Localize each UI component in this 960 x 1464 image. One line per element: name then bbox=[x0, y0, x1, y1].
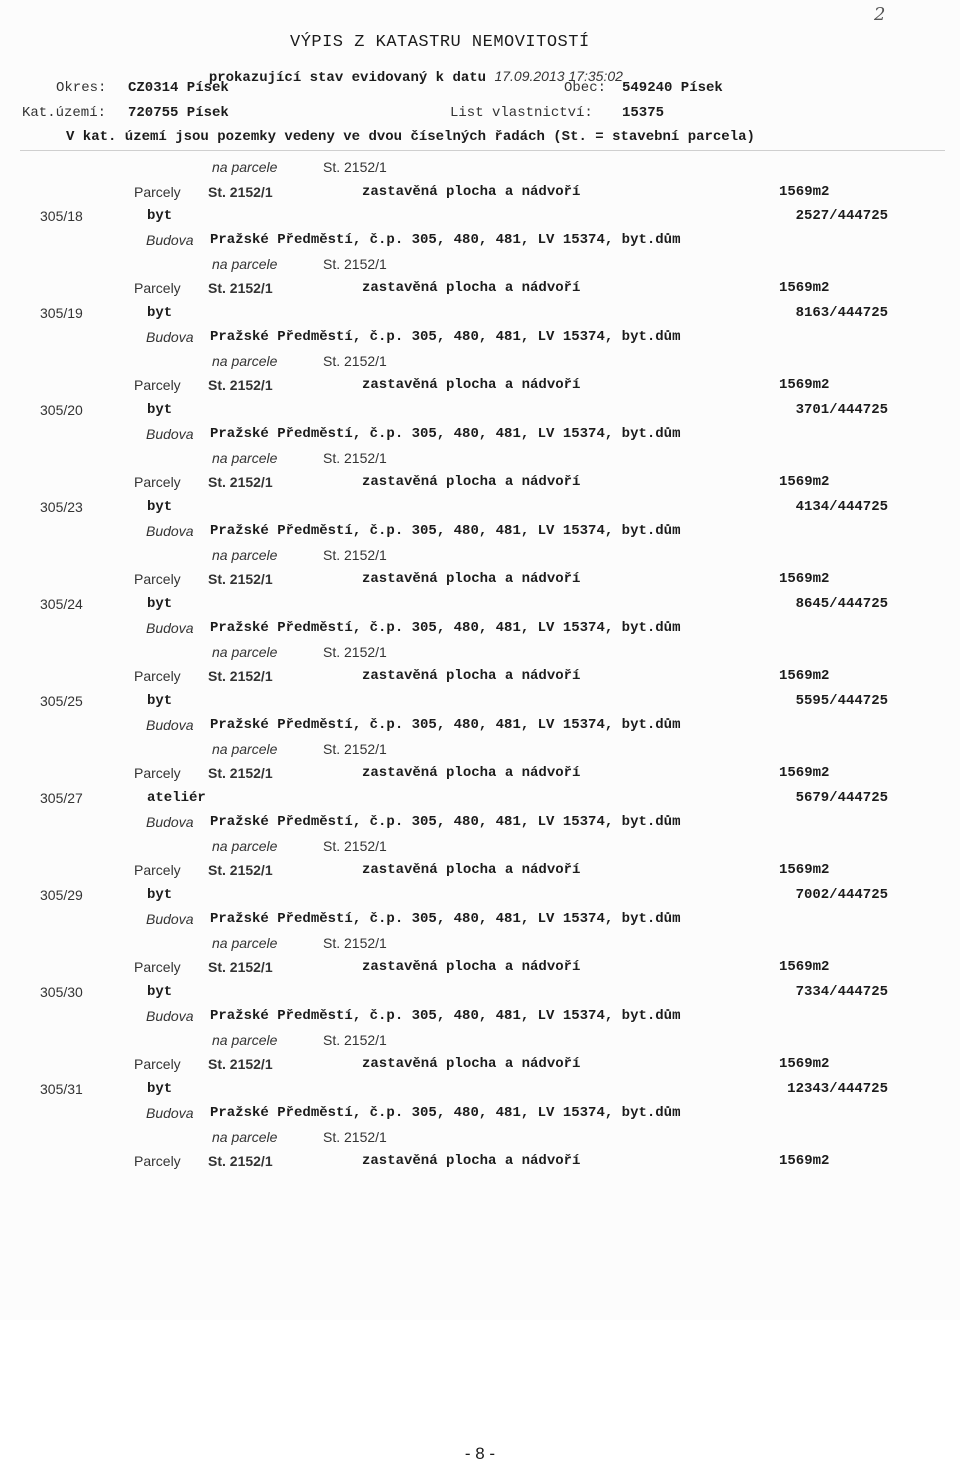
na-parcele-label: na parcele bbox=[212, 547, 278, 563]
unit-share: 5595/444725 bbox=[795, 693, 888, 709]
budova-label: Budova bbox=[146, 426, 194, 442]
parcel-area: 1569m2 bbox=[779, 959, 830, 975]
unit-type: byt bbox=[147, 305, 173, 321]
land-type: zastavěná plocha a nádvoří bbox=[362, 280, 581, 296]
parcel-area: 1569m2 bbox=[779, 377, 830, 393]
document-title: VÝPIS Z KATASTRU NEMOVITOSTÍ bbox=[290, 33, 590, 52]
document-subtitle bbox=[192, 55, 623, 85]
unit-share: 4134/444725 bbox=[795, 499, 888, 515]
land-type: zastavěná plocha a nádvoří bbox=[362, 765, 581, 781]
okres-label: Okres: bbox=[56, 80, 107, 96]
land-type: zastavěná plocha a nádvoří bbox=[362, 862, 581, 878]
unit-type: byt bbox=[147, 887, 173, 903]
budova-label: Budova bbox=[146, 911, 194, 927]
parcely-label: Parcely bbox=[134, 571, 181, 587]
parcely-label: Parcely bbox=[134, 474, 181, 490]
budova-label: Budova bbox=[146, 523, 194, 539]
unit-number: 305/18 bbox=[40, 208, 83, 224]
lv-value: 15375 bbox=[622, 105, 665, 121]
unit-share: 5679/444725 bbox=[795, 790, 888, 806]
land-type: zastavěná plocha a nádvoří bbox=[362, 474, 581, 490]
unit-type: byt bbox=[147, 1081, 173, 1097]
unit-type: ateliér bbox=[147, 790, 206, 806]
land-type: zastavěná plocha a nádvoří bbox=[362, 668, 581, 684]
unit-share: 7334/444725 bbox=[795, 984, 888, 1000]
unit-share: 8163/444725 bbox=[795, 305, 888, 321]
kat-uzemi-value: 720755 Písek bbox=[128, 105, 229, 121]
unit-share: 12343/444725 bbox=[787, 1081, 888, 1097]
budova-value: Pražské Předměstí, č.p. 305, 480, 481, LV 15374, byt.dům bbox=[210, 232, 681, 248]
parcely-value: St. 2152/1 bbox=[208, 184, 273, 200]
parcel-area: 1569m2 bbox=[779, 1153, 830, 1169]
unit-type: byt bbox=[147, 984, 173, 1000]
subtitle-prefix: prokazující stav evidovaný k datu bbox=[208, 70, 487, 86]
parcely-value: St. 2152/1 bbox=[208, 280, 273, 296]
unit-type: byt bbox=[147, 208, 173, 224]
budova-label: Budova bbox=[146, 1008, 194, 1024]
budova-value: Pražské Předměstí, č.p. 305, 480, 481, LV 15374, byt.dům bbox=[210, 523, 681, 539]
parcel-area: 1569m2 bbox=[779, 668, 830, 684]
na-parcele-value: St. 2152/1 bbox=[323, 935, 387, 951]
parcely-value: St. 2152/1 bbox=[208, 474, 273, 490]
na-parcele-value: St. 2152/1 bbox=[323, 450, 387, 466]
unit-number: 305/31 bbox=[40, 1081, 83, 1097]
land-type: zastavěná plocha a nádvoří bbox=[362, 1153, 581, 1169]
budova-label: Budova bbox=[146, 1105, 194, 1121]
na-parcele-label: na parcele bbox=[212, 159, 278, 175]
parcel-area: 1569m2 bbox=[779, 280, 830, 296]
unit-type: byt bbox=[147, 596, 173, 612]
okres-value: CZ0314 Písek bbox=[128, 80, 229, 96]
budova-label: Budova bbox=[146, 717, 194, 733]
unit-number: 305/25 bbox=[40, 693, 83, 709]
unit-type: byt bbox=[147, 402, 173, 418]
parcel-area: 1569m2 bbox=[779, 765, 830, 781]
unit-number: 305/20 bbox=[40, 402, 83, 418]
na-parcele-value: St. 2152/1 bbox=[323, 256, 387, 272]
na-parcele-value: St. 2152/1 bbox=[323, 838, 387, 854]
na-parcele-value: St. 2152/1 bbox=[323, 1032, 387, 1048]
parcely-label: Parcely bbox=[134, 377, 181, 393]
budova-value: Pražské Předměstí, č.p. 305, 480, 481, LV 15374, byt.dům bbox=[210, 717, 681, 733]
page-number: - 8 - bbox=[464, 1444, 496, 1463]
parcel-area: 1569m2 bbox=[779, 862, 830, 878]
budova-label: Budova bbox=[146, 620, 194, 636]
parcely-value: St. 2152/1 bbox=[208, 765, 273, 781]
unit-number: 305/27 bbox=[40, 790, 83, 806]
unit-share: 7002/444725 bbox=[795, 887, 888, 903]
lv-label: List vlastnictví: bbox=[450, 105, 593, 121]
parcely-label: Parcely bbox=[134, 184, 181, 200]
unit-type: byt bbox=[147, 693, 173, 709]
parcely-label: Parcely bbox=[134, 1153, 181, 1169]
land-type: zastavěná plocha a nádvoří bbox=[362, 377, 581, 393]
na-parcele-label: na parcele bbox=[212, 1129, 278, 1145]
unit-share: 2527/444725 bbox=[795, 208, 888, 224]
parcely-label: Parcely bbox=[134, 765, 181, 781]
obec-value: 549240 Písek bbox=[622, 80, 723, 96]
kat-uzemi-label: Kat.území: bbox=[22, 105, 107, 121]
unit-share: 8645/444725 bbox=[795, 596, 888, 612]
na-parcele-value: St. 2152/1 bbox=[323, 644, 387, 660]
land-type: zastavěná plocha a nádvoří bbox=[362, 1056, 581, 1072]
budova-label: Budova bbox=[146, 814, 194, 830]
corner-handwritten-mark: 2 bbox=[874, 4, 886, 25]
land-type: zastavěná plocha a nádvoří bbox=[362, 571, 581, 587]
na-parcele-value: St. 2152/1 bbox=[323, 1129, 387, 1145]
na-parcele-label: na parcele bbox=[212, 741, 278, 757]
na-parcele-label: na parcele bbox=[212, 450, 278, 466]
na-parcele-value: St. 2152/1 bbox=[323, 547, 387, 563]
parcely-value: St. 2152/1 bbox=[208, 571, 273, 587]
na-parcele-value: St. 2152/1 bbox=[323, 353, 387, 369]
na-parcele-label: na parcele bbox=[212, 838, 278, 854]
parcely-value: St. 2152/1 bbox=[208, 862, 273, 878]
parcel-area: 1569m2 bbox=[779, 474, 830, 490]
budova-value: Pražské Předměstí, č.p. 305, 480, 481, LV 15374, byt.dům bbox=[210, 911, 681, 927]
unit-number: 305/29 bbox=[40, 887, 83, 903]
parcely-value: St. 2152/1 bbox=[208, 668, 273, 684]
budova-value: Pražské Předměstí, č.p. 305, 480, 481, LV 15374, byt.dům bbox=[210, 620, 681, 636]
na-parcele-value: St. 2152/1 bbox=[323, 741, 387, 757]
parcely-label: Parcely bbox=[134, 1056, 181, 1072]
unit-number: 305/19 bbox=[40, 305, 83, 321]
land-type: zastavěná plocha a nádvoří bbox=[362, 959, 581, 975]
budova-value: Pražské Předměstí, č.p. 305, 480, 481, LV 15374, byt.dům bbox=[210, 329, 681, 345]
parcely-label: Parcely bbox=[134, 862, 181, 878]
subtitle-date: 17.09.2013 17:35:02 bbox=[494, 68, 623, 84]
na-parcele-label: na parcele bbox=[212, 644, 278, 660]
cadastral-note: V kat. území jsou pozemky vedeny ve dvou číselných řadách (St. = stavební parcela) bbox=[66, 129, 755, 145]
budova-value: Pražské Předměstí, č.p. 305, 480, 481, LV 15374, byt.dům bbox=[210, 1008, 681, 1024]
unit-number: 305/30 bbox=[40, 984, 83, 1000]
na-parcele-label: na parcele bbox=[212, 353, 278, 369]
na-parcele-value: St. 2152/1 bbox=[323, 159, 387, 175]
budova-label: Budova bbox=[146, 232, 194, 248]
land-type: zastavěná plocha a nádvoří bbox=[362, 184, 581, 200]
unit-number: 305/24 bbox=[40, 596, 83, 612]
parcely-value: St. 2152/1 bbox=[208, 959, 273, 975]
parcely-value: St. 2152/1 bbox=[208, 1056, 273, 1072]
na-parcele-label: na parcele bbox=[212, 1032, 278, 1048]
parcely-label: Parcely bbox=[134, 668, 181, 684]
budova-label: Budova bbox=[146, 329, 194, 345]
unit-type: byt bbox=[147, 499, 173, 515]
unit-number: 305/23 bbox=[40, 499, 83, 515]
na-parcele-label: na parcele bbox=[212, 256, 278, 272]
parcely-label: Parcely bbox=[134, 280, 181, 296]
parcely-value: St. 2152/1 bbox=[208, 1153, 273, 1169]
parcel-area: 1569m2 bbox=[779, 571, 830, 587]
unit-share: 3701/444725 bbox=[795, 402, 888, 418]
budova-value: Pražské Předměstí, č.p. 305, 480, 481, LV 15374, byt.dům bbox=[210, 426, 681, 442]
budova-value: Pražské Předměstí, č.p. 305, 480, 481, LV 15374, byt.dům bbox=[210, 1105, 681, 1121]
parcely-label: Parcely bbox=[134, 959, 181, 975]
header-divider bbox=[20, 150, 945, 151]
na-parcele-label: na parcele bbox=[212, 935, 278, 951]
obec-label: Obec: bbox=[564, 80, 607, 96]
budova-value: Pražské Předměstí, č.p. 305, 480, 481, LV 15374, byt.dům bbox=[210, 814, 681, 830]
parcel-area: 1569m2 bbox=[779, 184, 830, 200]
parcely-value: St. 2152/1 bbox=[208, 377, 273, 393]
parcel-area: 1569m2 bbox=[779, 1056, 830, 1072]
